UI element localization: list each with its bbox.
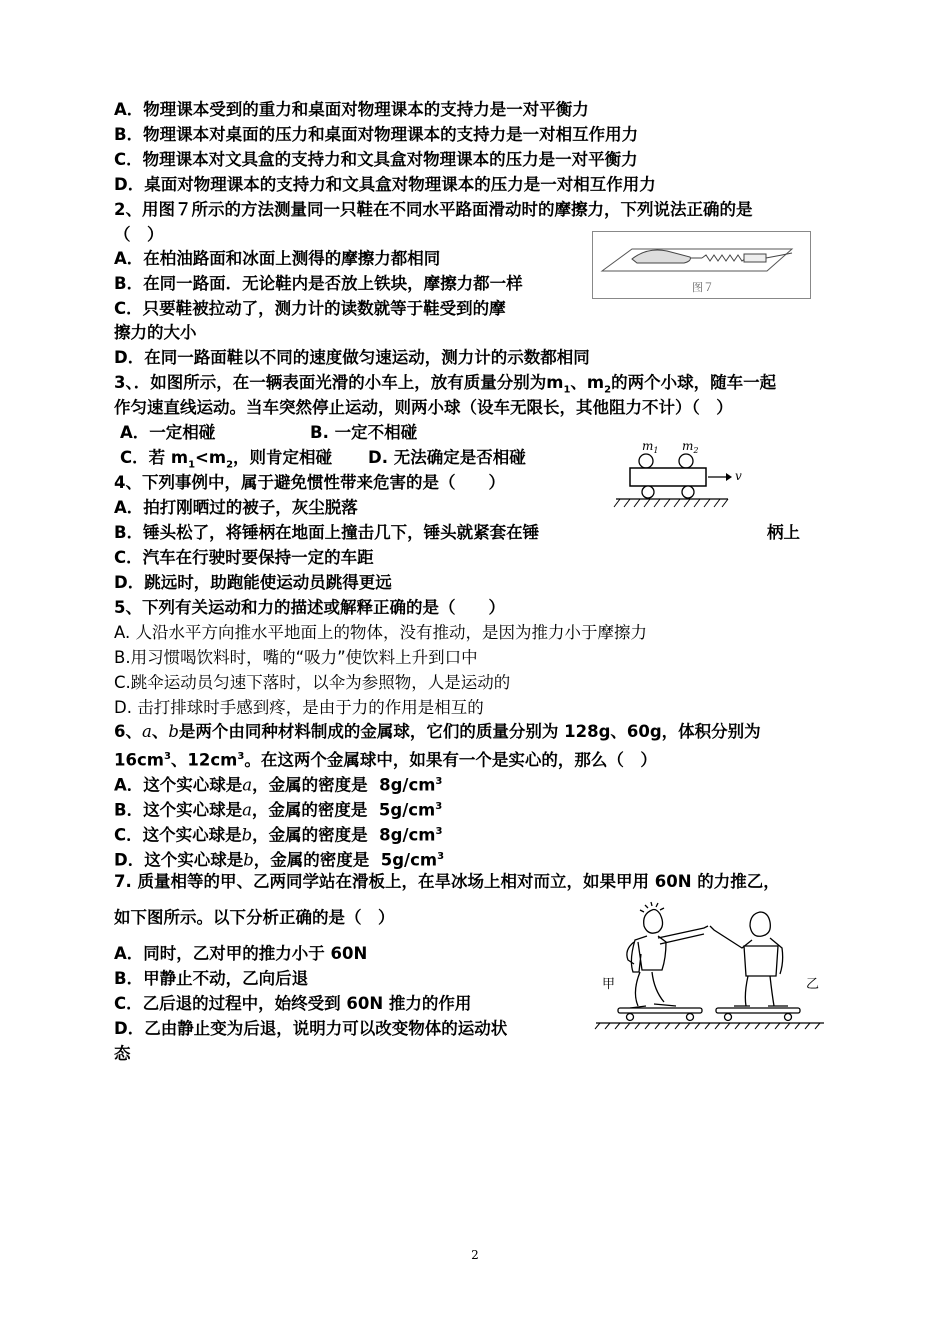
page-number: 2: [471, 1248, 479, 1262]
q3-option-a: A．一定相碰: [120, 423, 216, 442]
q6-stem-line2: $16cm^3$、$12cm^3$。在这两个金属球中，如果有一个是实心的，那么（ ）: [114, 750, 657, 770]
q6-option-d: D．这个实心球是b，金属的密度是 $5g/cm^3$: [114, 850, 445, 870]
q2-stem: 2、用图７所示的方法测量同一只鞋在不同水平路面滑动时的摩擦力，下列说法正确的是: [114, 200, 753, 219]
q7-option-a: A．同时，乙对甲的推力小于 60N: [114, 944, 368, 963]
q5-option-a: A. 人沿水平方向推水平地面上的物体，没有推动，是因为推力小于摩擦力: [114, 623, 647, 642]
q4-stem: 4、下列事例中，属于避免惯性带来危害的是（ ）: [114, 473, 505, 492]
q7-option-c: C．乙后退的过程中，始终受到 60N 推力的作用: [114, 994, 472, 1013]
q4-option-d: D．跳远时，助跑能使运动员跳得更远: [114, 573, 392, 592]
q6-option-c: C．这个实心球是b，金属的密度是 $8g/cm^3$: [114, 825, 443, 845]
q2-option-c-line2: 擦力的大小: [114, 323, 197, 342]
q5-option-d: D. 击打排球时手感到疼，是由于力的作用是相互的: [114, 698, 484, 717]
figure-label-yi: 乙: [806, 977, 820, 992]
q1-option-b: B．物理课本对桌面的压力和桌面对物理课本的支持力是一对相互作用力: [114, 125, 639, 144]
q1-option-d: D．桌面对物理课本的支持力和文具盒对物理课本的压力是一对相互作用力: [114, 175, 656, 194]
q3-stem-line1: 3、．如图所示，在一辆表面光滑的小车上，放有质量分别为$m_1$、$m_2$的两个小球，随车一起: [114, 373, 777, 396]
q4-option-a: A．拍打刚晒过的被子，灰尘脱落: [114, 498, 358, 517]
q3-option-b: B. 一定不相碰: [310, 423, 418, 442]
q7-option-b: B．甲静止不动，乙向后退: [114, 969, 309, 988]
q2-option-c-line1: C．只要鞋被拉动了，测力计的读数就等于鞋受到的摩: [114, 299, 506, 318]
figure-cart-two-balls: [608, 438, 758, 512]
svg-text:m2: $m_2$: [682, 439, 699, 455]
q4-option-b-line1: B．锤头松了，将锤柄在地面上撞击几下，锤头就紧套在锤: [114, 523, 540, 542]
q7-stem-line1: 7. 质量相等的甲、乙两同学站在滑板上，在旱冰场上相对而立，如果甲用 60N 的力推乙，: [114, 872, 780, 891]
q7-option-d-line2: 态: [114, 1044, 131, 1063]
q2-blank: （ ）: [114, 225, 164, 244]
q4-option-c: C．汽车在行驶时要保持一定的车距: [114, 548, 374, 567]
q3-option-d: D. 无法确定是否相碰: [368, 448, 526, 467]
figure-7-label: 图７: [692, 281, 714, 294]
q3-stem-line2: 作匀速直线运动。当车突然停止运动，则两小球（设车无限长，其他阻力不计）（ ）: [114, 398, 733, 417]
svg-text:v: v: [735, 469, 742, 483]
svg-text:m1: $m_1$: [642, 439, 659, 455]
q7-stem-line2: 如下图所示。以下分析正确的是（ ）: [114, 908, 395, 927]
q2-option-b: B．在同一路面．无论鞋内是否放上铁块，摩擦力都一样: [114, 274, 523, 293]
q5-stem: 5、下列有关运动和力的描述或解释正确的是（ ）: [114, 598, 505, 617]
q3-option-c: C．若 $m_1<m_2$，则肯定相碰: [120, 448, 333, 471]
q6-option-a: A．这个实心球是a，金属的密度是 $8g/cm^3$: [114, 775, 443, 795]
q5-option-c: C.跳伞运动员匀速下落时，以伞为参照物，人是运动的: [114, 673, 511, 692]
q6-stem-line1: 6、a、b是两个由同种材料制成的金属球，它们的质量分别为 128g、60g，体积分别为: [114, 722, 761, 741]
q1-option-a: A．物理课本受到的重力和桌面对物理课本的支持力是一对平衡力: [114, 100, 589, 119]
q5-option-b: B.用习惯喝饮料时，嘴的“吸力”使饮料上升到口中: [114, 648, 478, 667]
figure-7-shoe-friction: [592, 231, 811, 299]
q7-option-d-line1: D．乙由静止变为后退，说明力可以改变物体的运动状: [114, 1019, 508, 1038]
q6-option-b: B．这个实心球是a，金属的密度是 $5g/cm^3$: [114, 800, 443, 820]
q2-option-d: D．在同一路面鞋以不同的速度做匀速运动，测力计的示数都相同: [114, 348, 590, 367]
figure-skaters-pushing: [592, 900, 828, 1030]
q1-option-c: C．物理课本对文具盒的支持力和文具盒对物理课本的压力是一对平衡力: [114, 150, 638, 169]
q2-option-a: A．在柏油路面和冰面上测得的摩擦力都相同: [114, 249, 441, 268]
q4-option-b-line2: 柄上: [767, 523, 800, 542]
figure-label-jia: 甲: [602, 977, 616, 992]
